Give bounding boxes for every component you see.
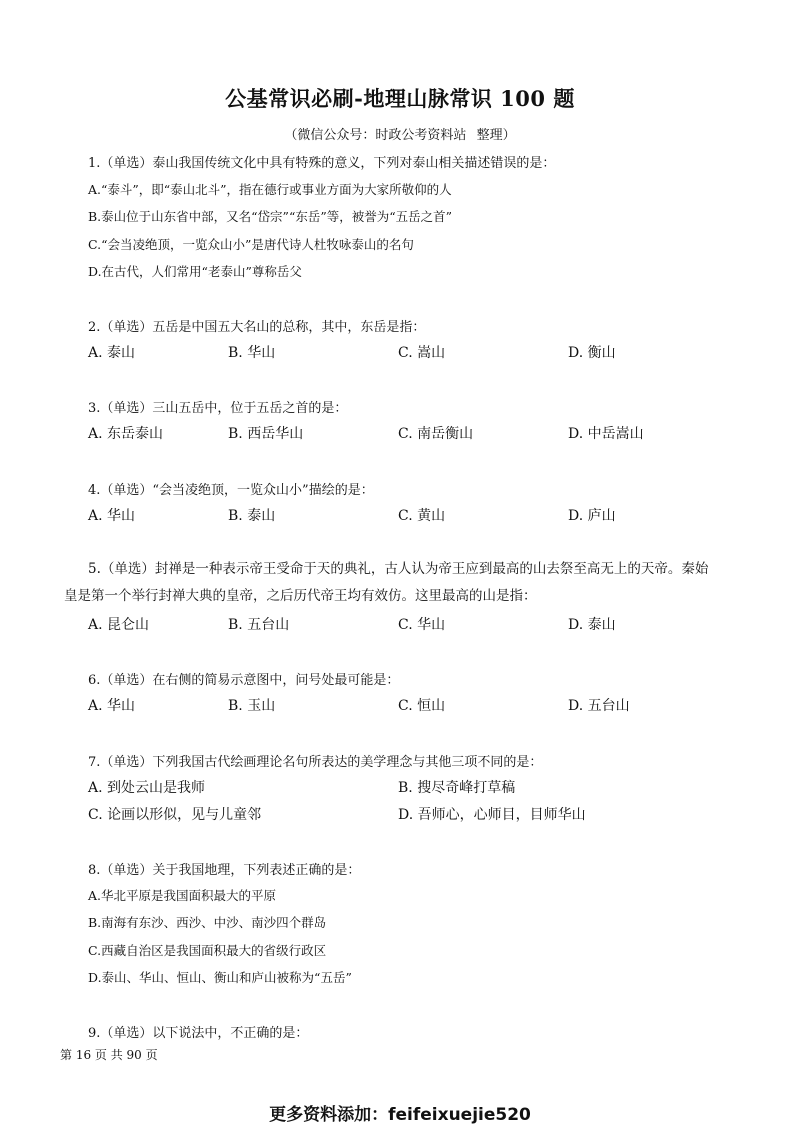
option-b: B. 华山 [228,345,276,361]
options-row [88,342,708,364]
subtitle-editor: 整理） [476,128,516,143]
option-c: C. 黄山 [398,508,446,524]
option-d: D. 泰山 [568,617,616,633]
options-row [88,423,708,445]
question-stem: 5.（单选）封禅是一种表示帝王受命于天的典礼，古人认为帝王应到最高的山去祭至高无上的天帝。秦始皇是第一个举行封禅大典的皇帝，之后历代帝王均有效仿。这里最高的山是指： [64,561,709,604]
options-row [88,614,708,636]
option-c: C. 华山 [398,617,446,633]
page-subtitle [0,124,800,143]
option-a: A.“泰斗”，即“泰山北斗”，指在德行或事业方面为大家所敬仰的人 [88,182,452,197]
option-c: C. 论画以形似，见与儿童邻 [88,807,262,823]
option-c: C. 南岳衡山 [398,426,474,442]
option-a: A. 华山 [88,698,136,714]
option-d: D.泰山、华山、恒山、衡山和庐山被称为“五岳” [88,970,352,985]
option-a: A. 华山 [88,508,136,524]
option-a: A. 到处云山是我师 [88,780,206,796]
option-c: C. 恒山 [398,698,446,714]
subtitle-source: （微信公众号：时政公考资料站 [284,128,467,143]
options-row [88,505,708,527]
option-a: A. 泰山 [88,345,136,361]
question-stem: 1.（单选）泰山我国传统文化中具有特殊的意义，下列对泰山相关描述错误的是： [88,156,556,171]
page-number: 第 16 页 共 90 页 [60,1048,158,1062]
options-row [88,804,708,826]
option-c: C.西藏自治区是我国面积最大的省级行政区 [88,943,327,958]
option-c: C. 嵩山 [398,345,446,361]
option-d: D. 中岳嵩山 [568,426,644,442]
option-d: D. 衡山 [568,345,616,361]
option-d: D. 庐山 [568,508,616,524]
option-b: B. 搜尽奇峰打草稿 [398,780,516,796]
option-d: D. 五台山 [568,698,630,714]
page-title: 公基常识必刷-地理山脉常识 100 题 [225,86,575,111]
option-a: A. 昆仑山 [88,617,150,633]
option-b: B. 泰山 [228,508,276,524]
question-stem: 8.（单选）关于我国地理，下列表述正确的是： [88,863,361,878]
question-stem: 2.（单选）五岳是中国五大名山的总称，其中，东岳是指： [88,320,426,335]
question-stem: 9.（单选）以下说法中，不正确的是： [88,1026,309,1041]
option-b: B. 五台山 [228,617,290,633]
option-d: D. 吾师心，心师目，目师华山 [398,807,586,823]
question-stem: 3.（单选）三山五岳中，位于五岳之首的是： [88,401,348,416]
options-row [88,695,708,717]
option-b: B. 玉山 [228,698,276,714]
question-stem: 4.（单选）“会当凌绝顶，一览众山小”描绘的是： [88,483,374,498]
option-b: B. 西岳华山 [228,426,304,442]
options-row [88,777,708,799]
question-stem: 7.（单选）下列我国古代绘画理论名句所表达的美学理念与其他三项不同的是： [88,755,543,770]
option-a: A. 东岳泰山 [88,426,164,442]
footer-banner: 更多资料添加：feifeixuejie520 [269,1105,531,1125]
option-b: B.泰山位于山东省中部，又名“岱宗”“东岳”等，被誉为“五岳之首” [88,209,453,224]
option-d: D.在古代，人们常用“老泰山”尊称岳父 [88,264,302,279]
question-stem: 6.（单选）在右侧的简易示意图中，问号处最可能是： [88,673,400,688]
option-c: C.“会当凌绝顶，一览众山小”是唐代诗人杜牧咏泰山的名句 [88,237,414,252]
option-b: B.南海有东沙、西沙、中沙、南沙四个群岛 [88,915,327,930]
option-a: A.华北平原是我国面积最大的平原 [88,888,277,903]
